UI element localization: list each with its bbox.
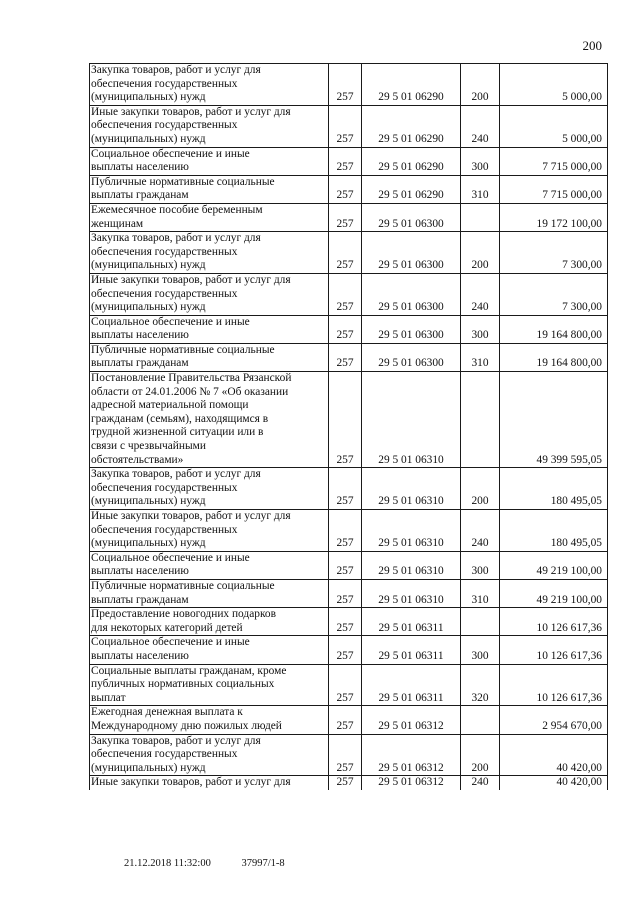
row-csr-cell: 29 5 01 06311 [362, 664, 461, 706]
table-row [90, 232, 608, 274]
row-name-cell [90, 147, 329, 175]
row-name-line: Социальное обеспечение и иные [91, 636, 250, 649]
row-name-cell [90, 608, 329, 636]
row-name-line: выплаты гражданам [91, 593, 189, 606]
row-name-line: связи с чрезвычайными [91, 440, 206, 453]
row-amount-cell: 49 219 100,00 [500, 551, 608, 579]
row-csr-cell: 29 5 01 06300 [362, 232, 461, 274]
row-name-line: Закупка товаров, работ и услуг для [91, 232, 261, 245]
table-row [90, 551, 608, 579]
row-name-line: Ежемесячное пособие беременным [91, 203, 263, 216]
row-ved-cell: 257 [329, 579, 362, 607]
row-amount-cell: 19 164 800,00 [500, 343, 608, 371]
row-name-line: области от 24.01.2006 № 7 «Об оказании [91, 385, 289, 398]
row-name-line: Социальное обеспечение и иные [91, 551, 250, 564]
row-name-cell [90, 510, 329, 552]
row-name-line: обеспечения государственных [91, 245, 238, 258]
table-row [90, 343, 608, 371]
row-name-line: (муниципальных) нужд [91, 91, 206, 104]
table-row [90, 372, 608, 468]
row-ved-cell: 257 [329, 468, 362, 510]
row-ved-cell: 257 [329, 372, 362, 468]
row-name-line: (муниципальных) нужд [91, 132, 206, 145]
row-vr-cell: 240 [461, 510, 500, 552]
row-ved-cell: 257 [329, 706, 362, 734]
row-ved-cell: 257 [329, 105, 362, 147]
row-ved-cell: 257 [329, 776, 362, 790]
row-csr-cell: 29 5 01 06310 [362, 579, 461, 607]
row-name-cell [90, 343, 329, 371]
row-csr-cell: 29 5 01 06290 [362, 175, 461, 203]
row-amount-cell: 10 126 617,36 [500, 608, 608, 636]
budget-table-body [90, 64, 608, 790]
row-name-line: (муниципальных) нужд [91, 537, 206, 550]
budget-table [89, 63, 608, 790]
row-name-line: обеспечения государственных [91, 523, 238, 536]
row-csr-cell: 29 5 01 06312 [362, 706, 461, 734]
row-ved-cell: 257 [329, 175, 362, 203]
row-amount-cell: 10 126 617,36 [500, 636, 608, 664]
row-vr-cell: 200 [461, 468, 500, 510]
row-name-line: Международному дню пожилых людей [91, 719, 282, 732]
row-name-line: обеспечения государственных [91, 119, 238, 132]
table-row [90, 734, 608, 776]
row-amount-cell: 7 715 000,00 [500, 175, 608, 203]
row-name-line: женщинам [91, 217, 144, 230]
row-name-line: Иные закупки товаров, работ и услуг для [91, 510, 291, 522]
row-amount-cell: 40 420,00 [500, 734, 608, 776]
row-name-cell [90, 175, 329, 203]
row-amount-cell: 49 219 100,00 [500, 579, 608, 607]
page-footer [124, 858, 313, 869]
row-csr-cell: 29 5 01 06311 [362, 636, 461, 664]
row-name-cell [90, 579, 329, 607]
row-csr-cell: 29 5 01 06310 [362, 510, 461, 552]
row-ved-cell: 257 [329, 64, 362, 106]
row-name-cell [90, 776, 329, 790]
row-amount-cell: 49 399 595,05 [500, 372, 608, 468]
row-name-cell [90, 636, 329, 664]
row-name-line: обеспечения государственных [91, 481, 238, 494]
row-name-line: Закупка товаров, работ и услуг для [91, 734, 261, 747]
row-csr-cell: 29 5 01 06290 [362, 64, 461, 106]
row-name-line: Публичные нормативные социальные [91, 579, 275, 592]
row-name-cell [90, 105, 329, 147]
table-row [90, 315, 608, 343]
row-name-line: Иные закупки товаров, работ и услуг для [91, 273, 291, 286]
row-name-line: Иные закупки товаров, работ и услуг для [91, 105, 291, 118]
row-name-line: обеспечения государственных [91, 287, 238, 300]
row-vr-cell: 240 [461, 273, 500, 315]
row-ved-cell: 257 [329, 551, 362, 579]
table-row [90, 105, 608, 147]
row-csr-cell: 29 5 01 06290 [362, 105, 461, 147]
row-amount-cell: 5 000,00 [500, 64, 608, 106]
row-csr-cell: 29 5 01 06300 [362, 315, 461, 343]
table-row [90, 147, 608, 175]
row-amount-cell: 7 300,00 [500, 232, 608, 274]
row-ved-cell: 257 [329, 147, 362, 175]
row-vr-cell [461, 706, 500, 734]
row-vr-cell: 200 [461, 64, 500, 106]
row-name-cell [90, 273, 329, 315]
row-name-line: (муниципальных) нужд [91, 301, 206, 314]
row-vr-cell: 300 [461, 636, 500, 664]
row-name-cell [90, 203, 329, 231]
table-row [90, 510, 608, 552]
table-row [90, 203, 608, 231]
row-name-line: Предоставление новогодних подарков [91, 608, 277, 621]
row-name-line: выплаты населению [91, 565, 189, 578]
table-row [90, 776, 608, 790]
row-name-line: Социальное обеспечение и иные [91, 147, 250, 160]
row-ved-cell: 257 [329, 232, 362, 274]
row-name-line: выплаты гражданам [91, 189, 189, 202]
row-csr-cell: 29 5 01 06312 [362, 734, 461, 776]
row-name-line: выплаты населению [91, 329, 189, 342]
footer-document-id: 37997/1-8 [241, 858, 285, 869]
row-name-cell [90, 315, 329, 343]
row-ved-cell: 257 [329, 343, 362, 371]
row-name-line: (муниципальных) нужд [91, 761, 206, 774]
row-csr-cell: 29 5 01 06310 [362, 372, 461, 468]
row-ved-cell: 257 [329, 664, 362, 706]
row-name-line: обеспечения государственных [91, 77, 238, 90]
row-vr-cell [461, 372, 500, 468]
row-name-line: Социальные выплаты гражданам, кроме [91, 664, 287, 677]
row-amount-cell: 10 126 617,36 [500, 664, 608, 706]
table-row [90, 579, 608, 607]
footer-timestamp: 21.12.2018 11:32:00 [124, 858, 211, 869]
table-row [90, 706, 608, 734]
row-name-cell [90, 64, 329, 106]
row-vr-cell: 240 [461, 776, 500, 790]
table-row [90, 175, 608, 203]
row-name-cell [90, 372, 329, 468]
row-ved-cell: 257 [329, 203, 362, 231]
row-vr-cell [461, 608, 500, 636]
row-vr-cell: 200 [461, 734, 500, 776]
table-row [90, 468, 608, 510]
row-name-line: Социальное обеспечение и иные [91, 315, 250, 328]
row-csr-cell: 29 5 01 06312 [362, 776, 461, 790]
row-ved-cell: 257 [329, 273, 362, 315]
row-name-line: выплаты населению [91, 649, 189, 662]
row-csr-cell: 29 5 01 06311 [362, 608, 461, 636]
row-name-cell [90, 551, 329, 579]
table-row [90, 64, 608, 106]
row-amount-cell: 5 000,00 [500, 105, 608, 147]
row-ved-cell: 257 [329, 315, 362, 343]
row-name-line: Ежегодная денежная выплата к [91, 706, 243, 719]
row-vr-cell: 300 [461, 315, 500, 343]
page-number: 200 [582, 38, 602, 53]
row-vr-cell [461, 203, 500, 231]
table-row [90, 636, 608, 664]
row-name-line: публичных нормативных социальных [91, 678, 275, 691]
row-vr-cell: 310 [461, 343, 500, 371]
row-ved-cell: 257 [329, 608, 362, 636]
row-name-cell [90, 734, 329, 776]
row-amount-cell: 180 495,05 [500, 510, 608, 552]
row-vr-cell: 310 [461, 175, 500, 203]
row-amount-cell: 7 715 000,00 [500, 147, 608, 175]
row-name-line: для некоторых категорий детей [91, 621, 243, 634]
row-name-cell [90, 232, 329, 274]
row-name-cell [90, 664, 329, 706]
row-name-line: выплат [91, 691, 126, 704]
row-amount-cell: 40 420,00 [500, 776, 608, 790]
row-name-cell [90, 468, 329, 510]
row-name-line: обстоятельствами» [91, 453, 184, 466]
row-name-line: Закупка товаров, работ и услуг для [91, 64, 261, 76]
table-row [90, 608, 608, 636]
row-amount-cell: 7 300,00 [500, 273, 608, 315]
row-name-line: гражданам (семьям), находящимся в [91, 412, 269, 425]
row-vr-cell: 240 [461, 105, 500, 147]
row-name-line: Публичные нормативные социальные [91, 175, 275, 188]
row-csr-cell: 29 5 01 06310 [362, 551, 461, 579]
row-name-line: адресной материальной помощи [91, 399, 249, 412]
row-amount-cell: 19 164 800,00 [500, 315, 608, 343]
row-csr-cell: 29 5 01 06300 [362, 273, 461, 315]
row-csr-cell: 29 5 01 06300 [362, 343, 461, 371]
row-name-line: Публичные нормативные социальные [91, 343, 275, 356]
row-name-line: выплаты гражданам [91, 357, 189, 370]
row-name-line: трудной жизненной ситуации или в [91, 426, 264, 439]
row-name-line: Иные закупки товаров, работ и услуг для [91, 776, 291, 789]
row-ved-cell: 257 [329, 734, 362, 776]
row-name-line: (муниципальных) нужд [91, 495, 206, 508]
row-vr-cell: 320 [461, 664, 500, 706]
row-csr-cell: 29 5 01 06310 [362, 468, 461, 510]
row-csr-cell: 29 5 01 06300 [362, 203, 461, 231]
row-amount-cell: 2 954 670,00 [500, 706, 608, 734]
row-ved-cell: 257 [329, 510, 362, 552]
table-row [90, 664, 608, 706]
row-name-cell [90, 706, 329, 734]
row-name-line: обеспечения государственных [91, 748, 238, 761]
row-name-line: Постановление Правительства Рязанской [91, 372, 292, 385]
row-amount-cell: 19 172 100,00 [500, 203, 608, 231]
row-name-line: Закупка товаров, работ и услуг для [91, 468, 261, 481]
row-vr-cell: 300 [461, 147, 500, 175]
row-name-line: (муниципальных) нужд [91, 259, 206, 272]
row-amount-cell: 180 495,05 [500, 468, 608, 510]
row-csr-cell: 29 5 01 06290 [362, 147, 461, 175]
row-vr-cell: 300 [461, 551, 500, 579]
row-vr-cell: 200 [461, 232, 500, 274]
row-vr-cell: 310 [461, 579, 500, 607]
row-ved-cell: 257 [329, 636, 362, 664]
row-name-line: выплаты населению [91, 161, 189, 174]
table-row [90, 273, 608, 315]
